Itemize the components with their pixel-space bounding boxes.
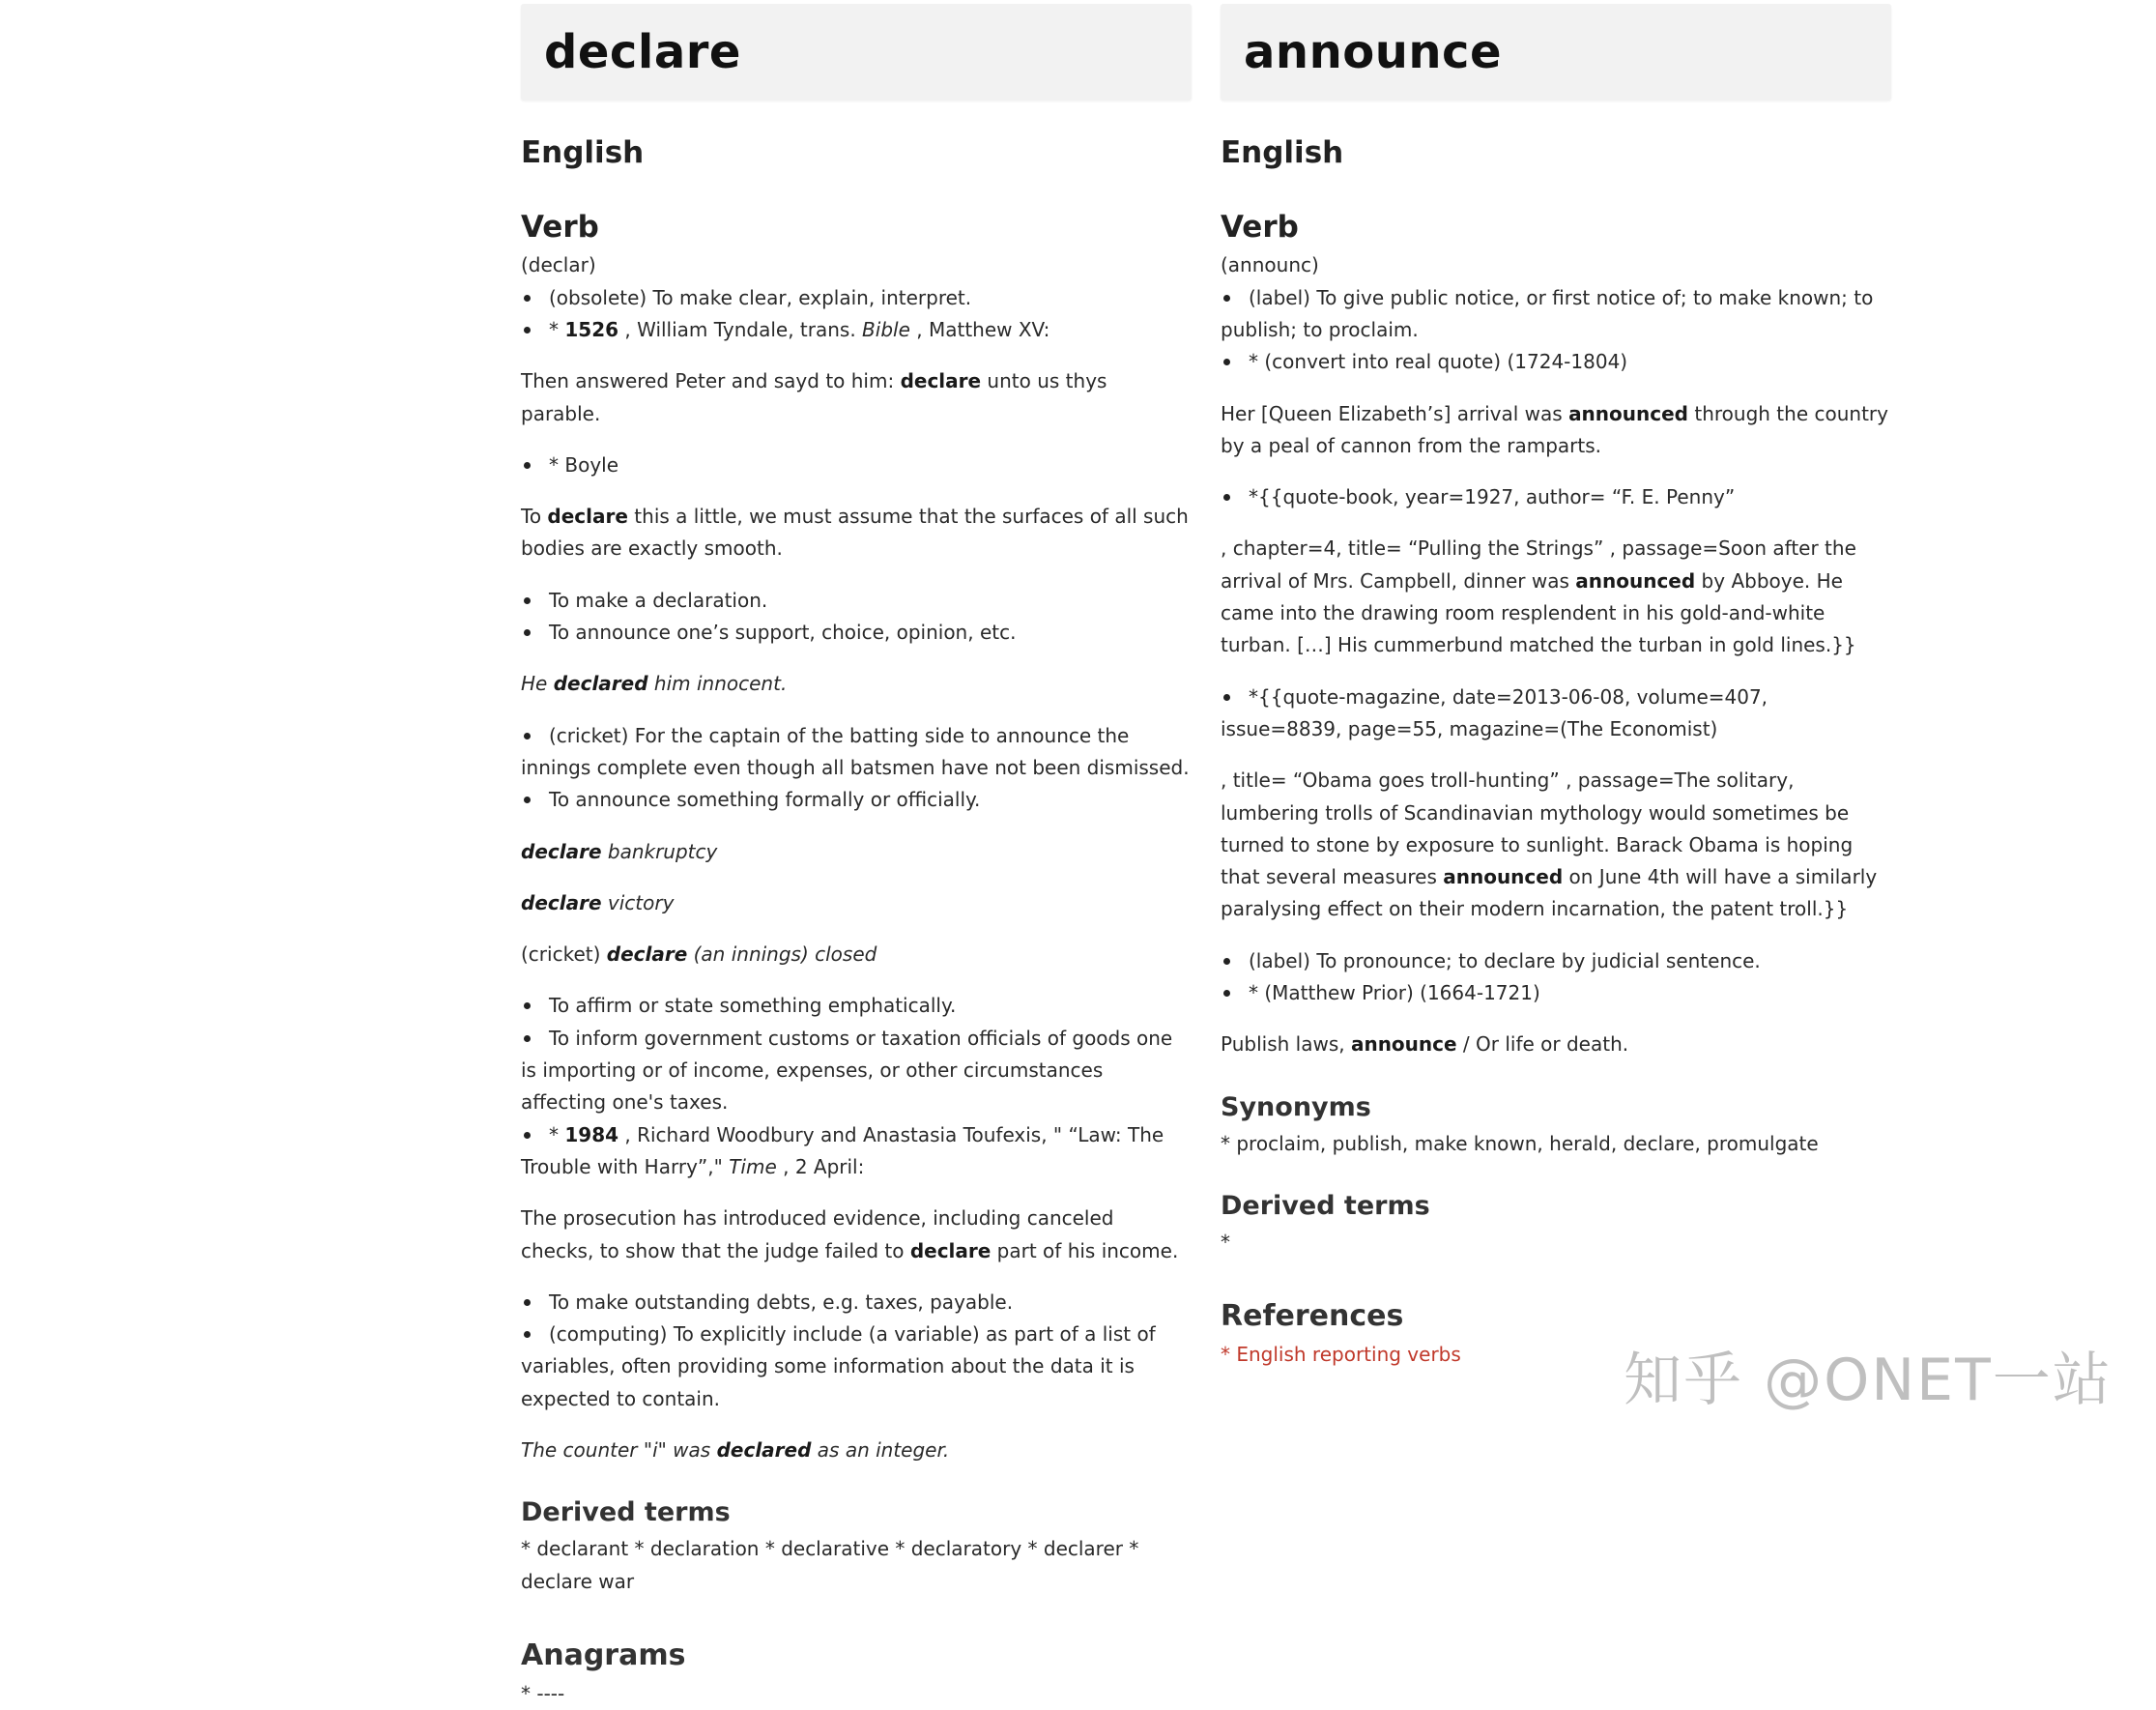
definition-item: (computing) To explicitly include (a variable) as part of a list of variables, often providing some information about the data it is expected to contain. (521, 1319, 1192, 1415)
stem-label: (announc) (1221, 253, 1319, 277)
references-list: * English reporting verbs (1221, 1343, 1461, 1367)
definition-item: (label) To pronounce; to declare by judicial sentence. (1221, 945, 1891, 977)
quotation-item: * 1526 , William Tyndale, trans. Bible , Matthew XV: (521, 314, 1192, 346)
definition-list (521, 282, 1192, 347)
quotation-text: Publish laws, announce / Or life or death. (1221, 1032, 1629, 1057)
quotation-item: * (Matthew Prior) (1664-1721) (1221, 977, 1891, 1009)
quotation-text: Then answered Peter and sayd to him: declare unto us thys parable. (521, 369, 1107, 425)
right-column (1221, 4, 1891, 1372)
derived-terms-heading: Derived terms (521, 1497, 731, 1528)
pos-heading: Verb (521, 210, 599, 246)
left-column (521, 4, 1192, 1710)
word-title: declare (544, 25, 741, 79)
example-text: (cricket) declare (an innings) closed (521, 942, 877, 967)
definition-item: To announce one’s support, choice, opinion, etc. (521, 617, 1192, 649)
quotation-item: * (convert into real quote) (1724-1804) (1221, 346, 1891, 378)
quotation-item: * 1984 , Richard Woodbury and Anastasia Toufexis, " “Law: The Trouble with Harry”," Time , 2 April: (521, 1119, 1192, 1184)
example-text: declare bankruptcy (521, 839, 718, 863)
quotation-item: *{{quote-magazine, date=2013-06-08, volume=407, issue=8839, page=55, magazine=(The Economist) (1221, 681, 1891, 746)
synonyms-list: * proclaim, publish, make known, herald, declare, promulgate (1221, 1131, 1819, 1155)
derived-terms-list: * declarant * declaration * declarative * declaratory * declarer * declare war (521, 1537, 1139, 1593)
word-header-announce (1221, 4, 1891, 101)
quotation-text: , chapter=4, title= “Pulling the Strings” , passage=Soon after the arrival of Mrs. Campbell, dinner was announced by Abboye. He came into the drawing room resplendent in his gold-and-white turban. […] His cummerbund matched the turban in gold lines.}} (1221, 536, 1856, 657)
definition-item: (label) To give public notice, or first notice of; to make known; to publish; to proclaim. (1221, 282, 1891, 347)
anagrams-heading: Anagrams (521, 1638, 686, 1672)
quotation-item: *{{quote-book, year=1927, author= “F. E. Penny” (1221, 481, 1891, 513)
definition-item: To affirm or state something emphatically. (521, 990, 1192, 1022)
word-header-declare (521, 4, 1192, 101)
anagrams-list: * ---- (521, 1681, 565, 1705)
language-heading: English (521, 135, 645, 170)
references-heading: References (1221, 1299, 1404, 1334)
example-text: He declared him innocent. (521, 672, 788, 696)
quotation-text: To declare this a little, we must assume that the surfaces of all such bodies are exactly smooth. (521, 505, 1189, 561)
watermark: 知乎 @ONET一站 (1624, 1347, 2113, 1414)
definition-item: To inform government customs or taxation officials of goods one is importing or of income, expenses, or other circumstances affecting one's taxes. (521, 1023, 1192, 1119)
reference-link[interactable]: English reporting verbs (1236, 1343, 1461, 1367)
quotation-text: , title= “Obama goes troll-hunting” , passage=The solitary, lumbering trolls of Scandinavian mythology would sometimes be turned to stone by exposure to sunlight. Barack Obama is hoping that several measures announced on June 4th will have a similarly paralysing effect on their modern incarnation, the patent troll.}} (1221, 768, 1878, 921)
language-heading: English (1221, 135, 1344, 170)
definition-item: To make a declaration. (521, 585, 1192, 617)
example-text: The counter "i" was declared as an integer. (521, 1437, 950, 1462)
quotation-item: * Boyle (521, 449, 1192, 481)
definition-item: (cricket) For the captain of the batting side to announce the innings complete even though all batsmen have not been dismissed. (521, 720, 1192, 785)
stem-label: (declar) (521, 253, 596, 277)
definition-item: To announce something formally or officially. (521, 784, 1192, 816)
pos-heading: Verb (1221, 210, 1299, 246)
derived-terms-heading: Derived terms (1221, 1191, 1430, 1221)
synonyms-heading: Synonyms (1221, 1091, 1371, 1122)
definition-item: To make outstanding debts, e.g. taxes, payable. (521, 1287, 1192, 1319)
quotation-text: Her [Queen Elizabeth’s] arrival was announced through the country by a peal of cannon from the ramparts. (1221, 401, 1888, 457)
quotation-text: The prosecution has introduced evidence, including canceled checks, to show that the judge failed to declare part of his income. (521, 1206, 1179, 1262)
definition-item: (obsolete) To make clear, explain, interpret. (521, 282, 1192, 314)
derived-terms-list: * (1221, 1231, 1230, 1255)
word-title: announce (1244, 25, 1503, 79)
example-text: declare victory (521, 890, 675, 914)
